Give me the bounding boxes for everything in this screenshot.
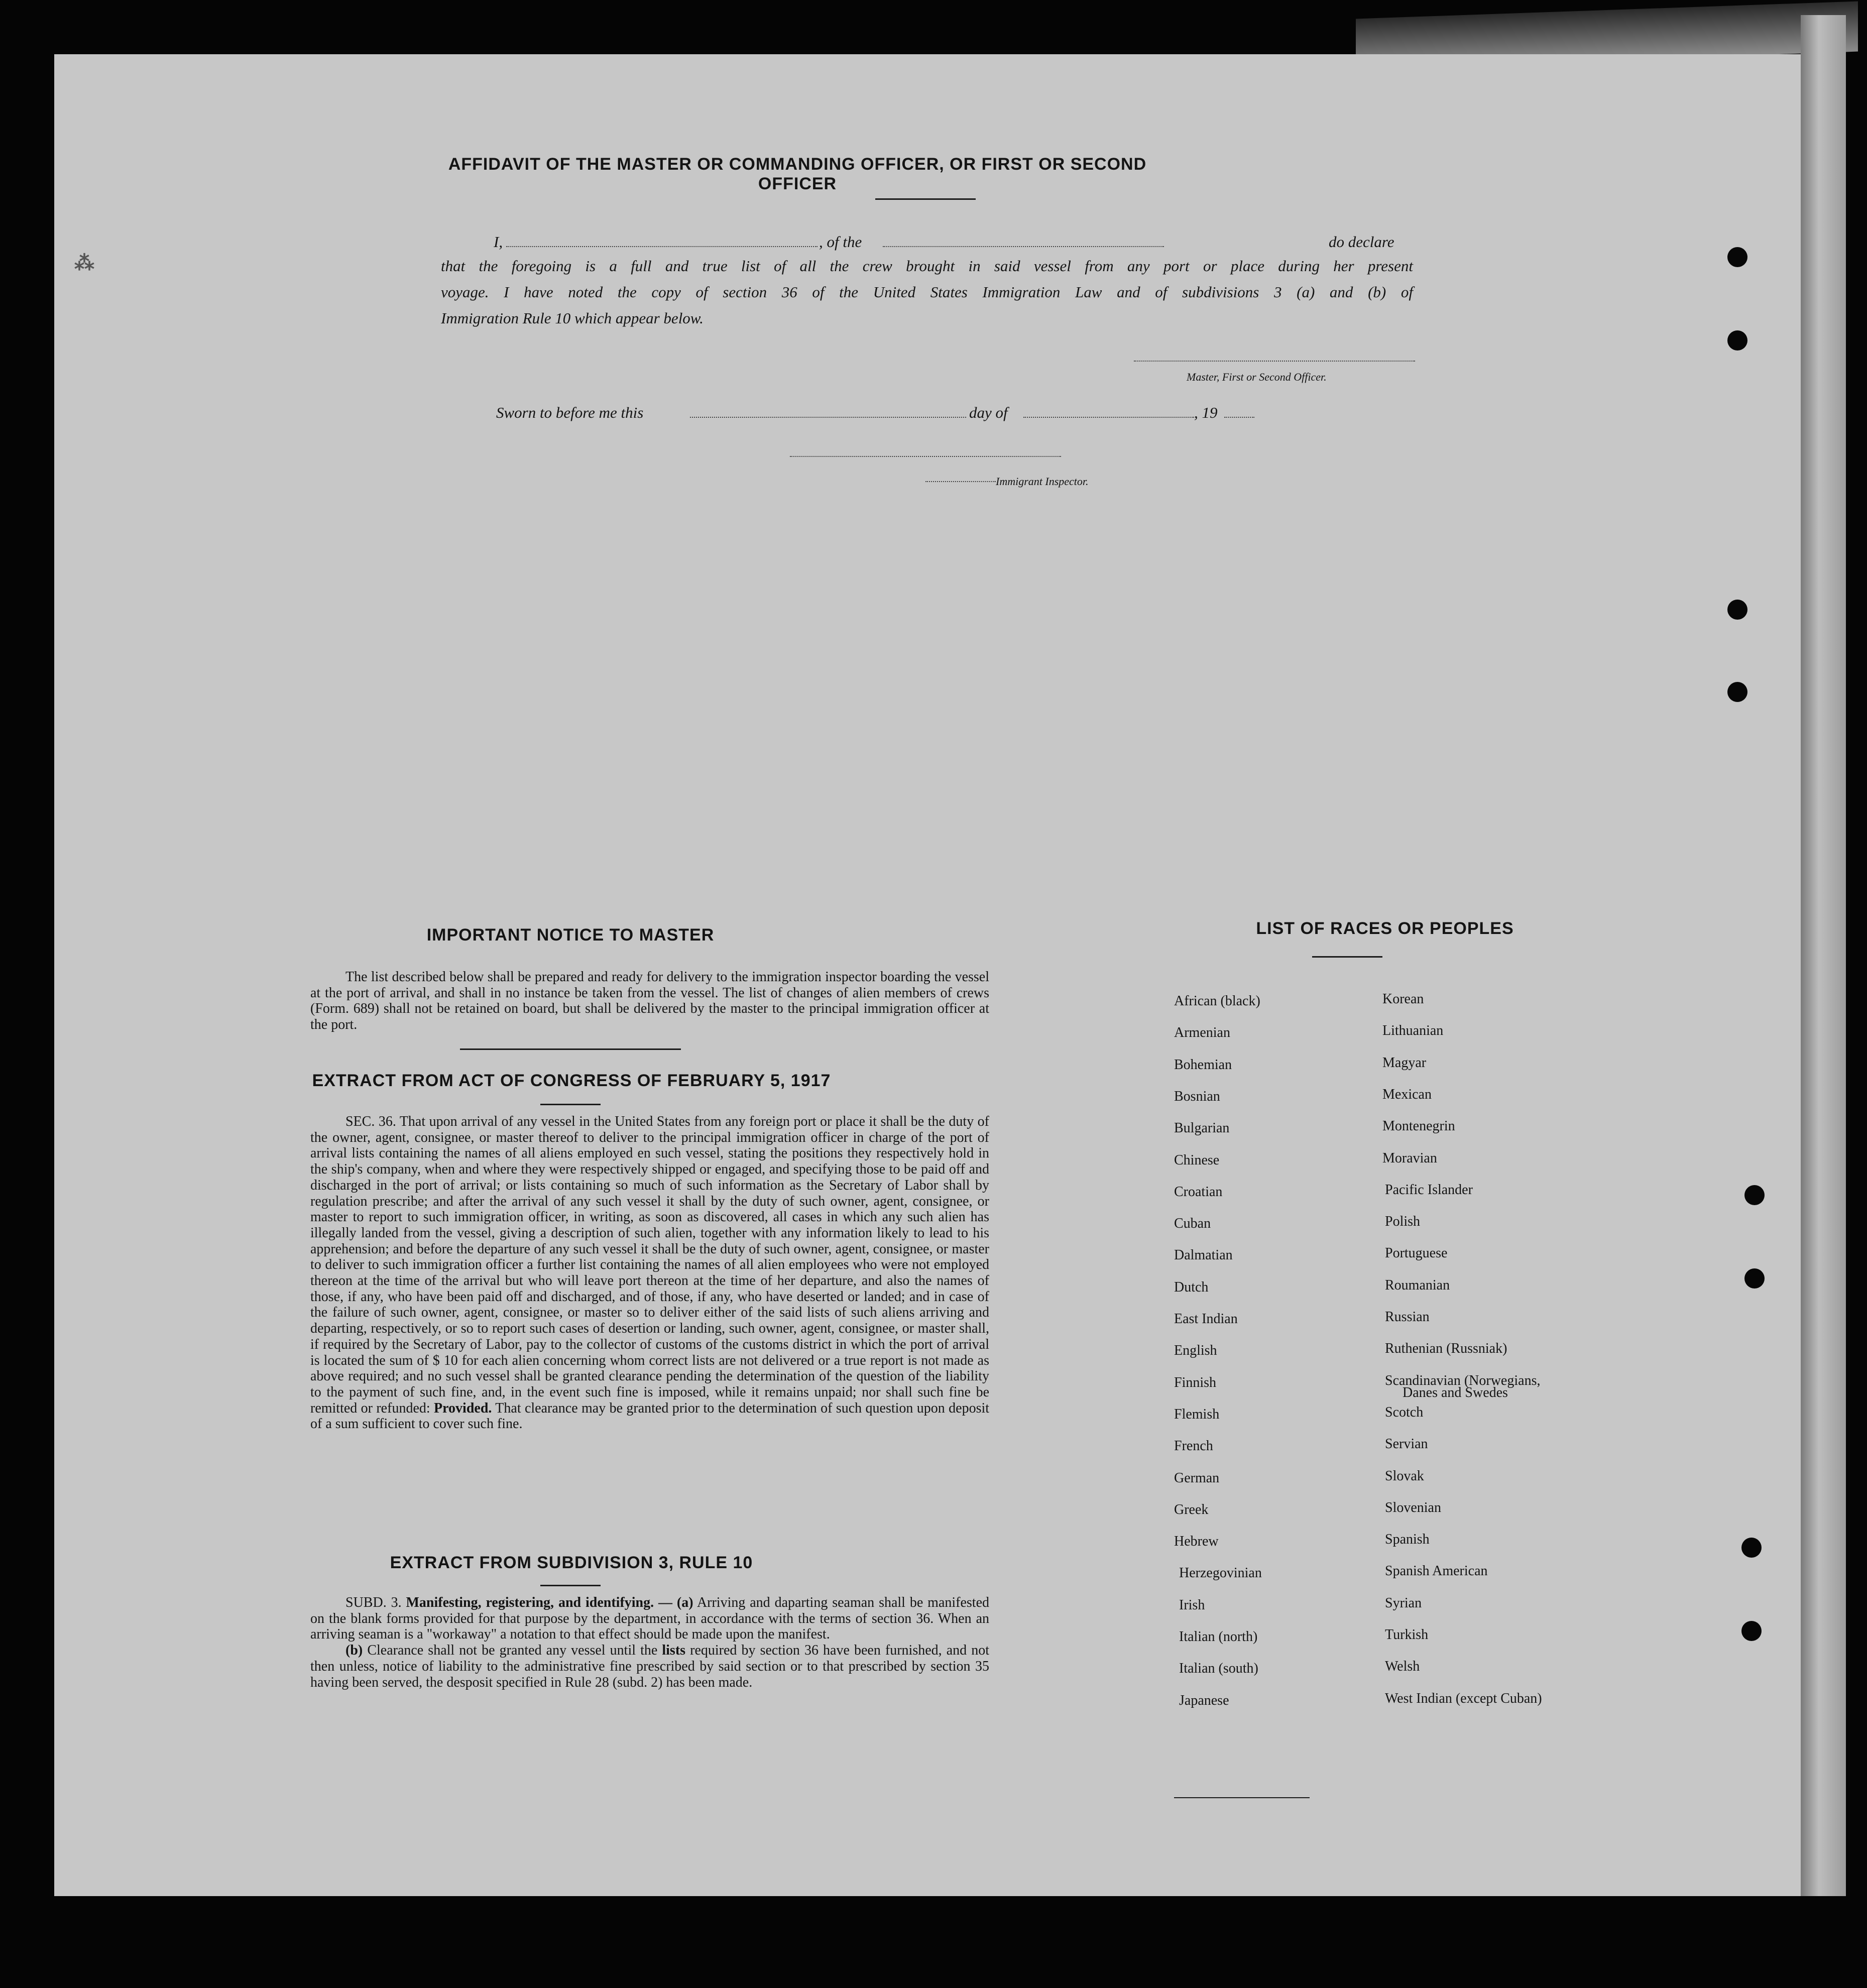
subd-b-label: (b) [345,1643,363,1659]
act-heading-rule [540,1104,601,1105]
sworn-year-line [1224,417,1254,418]
punch-hole [1727,330,1747,350]
races-item: African (black) [1174,993,1260,1009]
declaration-line-4: Immigration Rule 10 which appear below. [441,309,704,327]
races-item: Welsh [1385,1659,1420,1674]
races-item: Flemish [1174,1407,1220,1422]
races-item: Finnish [1174,1375,1217,1390]
act-extract-text [310,1114,989,1432]
races-item: Spanish [1385,1532,1430,1547]
declarant-name-line [506,246,818,247]
inspector-label: Immigrant Inspector. [996,475,1089,488]
races-item: Slovenian [1385,1500,1441,1515]
races-item: Syrian [1385,1595,1422,1611]
races-item: West Indian (except Cuban) [1385,1691,1542,1706]
subd-b-lists: lists [662,1643,686,1659]
rule-heading-rule [540,1585,601,1586]
act-paragraph [310,1114,989,1432]
races-item: Lithuanian [1382,1023,1444,1038]
day-of-label: day of [969,404,1008,421]
races-item: Bosnian [1174,1089,1220,1104]
races-item: English [1174,1343,1217,1358]
master-signature-line [1134,361,1415,362]
races-item: Irish [1179,1597,1205,1613]
races-item: Montenegrin [1382,1118,1455,1134]
vessel-name-line [883,246,1164,247]
of-the-label: , of the [819,233,862,251]
act-extract-heading: EXTRACT FROM ACT OF CONGRESS OF FEBRUARY 5, 1917 [312,1071,831,1090]
races-item: Dutch [1174,1279,1209,1295]
punch-hole [1727,247,1747,267]
races-item: Italian (south) [1179,1661,1258,1676]
bottom-rule [1174,1797,1310,1798]
races-item: Scandinavian (Norwegians, [1385,1373,1541,1388]
races-item: Japanese [1179,1693,1229,1708]
act-body: SEC. 36. That upon arrival of any vessel in the United States from any foreign port or place it shall be the duty of the owner, agent, consignee, or master thereof to deliver to the principal immigration officer in charge of the port of arrival lists containing the names of all aliens employed en such vessel, stating the positions they respectively hold in the ship's company, when and where they were respectively shipped or engaged, and specifying those to be paid off and discharged in the port of arrival; or lists containing so much of such information as the Secretary of Labor shall by regulation prescribe; and after the arrival of any such vessel it shall by the duty of such owner, agent, consignee, or master to report to such immigration officer, in writing, as soon as discovered, all cases in which any such alien has illegally landed from the vessel, giving a description of such alien, together with any information likely to lead to his apprehension; and before the departure of any such vessel it shall be the duty of such owner, agent, consignee, or master to deliver to such immigration officer a further list containing the names of all alien employees who were not employed thereon at the time of the arrival but who will leave port thereon at the time of her departure, and also the names of those, if any, who have been paid off and discharged, and of those, if any, who have deserted or landed; and in case of the failure of such owner, agent, consignee, or master so to deliver either of the said lists of such aliens arriving and departing, respectively, or so to report such cases of desertion or landing, such owner, agent, consignee, or master shall, if required by the Secretary of Labor, pay to the collector of customs of the customs district in which the port of arrival is located the sum of $ 10 for each alien concerning whom correct lists are not delivered or a true report is not made as above required; and no such vessel shall be granted clearance pending the determination of the question of the liability to the payment of such fine, and, in the event such fine is imposed, while it remains unpaid; nor shall such fine be remitted or refunded: [310,1114,989,1416]
document-page [54,54,1801,1896]
races-item: Russian [1385,1309,1430,1325]
punch-hole [1741,1621,1762,1641]
subd-b-text-1: Clearance shall not be granted any vessel until the [367,1643,658,1659]
subd-a-paragraph [310,1595,989,1643]
races-item: Mexican [1382,1087,1432,1102]
heading-rule [875,198,976,200]
provided-label: Provided. [434,1400,492,1416]
races-item: Armenian [1174,1025,1230,1040]
notice-text [310,969,989,1033]
races-item: Slovak [1385,1468,1424,1484]
declaration-i-label: I, [494,233,503,251]
races-item: German [1174,1470,1220,1486]
affidavit-heading: AFFIDAVIT OF THE MASTER OR COMMANDING OFFICER, OR FIRST OR SECOND OFFICER [448,155,1147,193]
races-item: Servian [1385,1436,1428,1452]
races-item: Dalmatian [1174,1247,1233,1263]
punch-hole [1744,1268,1765,1289]
year-prefix-label: , 19 [1194,404,1218,421]
races-item: Turkish [1385,1627,1429,1643]
rule-extract-heading: EXTRACT FROM SUBDIVISION 3, RULE 10 [390,1553,753,1572]
punch-hole [1744,1185,1765,1205]
races-heading: LIST OF RACES OR PEOPLES [1256,919,1514,938]
races-item: Chinese [1174,1152,1220,1168]
subd-b-paragraph [310,1643,989,1690]
races-item: Scotch [1385,1405,1424,1420]
races-item: East Indian [1174,1311,1238,1327]
inspector-signature-line [790,456,1061,457]
races-item-continuation: Danes and Swedes [1403,1385,1508,1400]
races-item: Ruthenian (Russniak) [1385,1341,1507,1356]
races-item: Portuguese [1385,1245,1448,1261]
faint-stamp-mark: ⁂ [74,252,94,274]
punch-hole [1727,682,1747,702]
races-heading-rule [1312,956,1382,958]
races-item: Bohemian [1174,1057,1232,1073]
races-item: Bulgarian [1174,1120,1230,1136]
inspector-signature-line-short [925,481,996,482]
rule-extract-text [310,1595,989,1690]
races-item: Herzegovinian [1179,1565,1262,1581]
master-signature-label: Master, First or Second Officer. [1187,371,1327,383]
races-item: Cuban [1174,1216,1211,1231]
races-item: Roumanian [1385,1277,1450,1293]
races-item: Italian (north) [1179,1629,1258,1645]
page-edge-right [1801,15,1846,1896]
punch-hole [1727,600,1747,620]
punch-hole [1741,1538,1762,1558]
subd-prefix: SUBD. 3. [345,1595,402,1610]
races-item: Korean [1382,991,1424,1007]
declaration-line-3: voyage. I have noted the copy of section 36 of the United States Immigration Law and of subdivisions 3 (a) and (b) of [441,283,1413,301]
races-item: Spanish American [1385,1563,1488,1579]
sworn-day-line [690,417,966,418]
subd-b-text-2: required by section 36 have been furnished, and not then unless, notice of liability to the administrative fine prescribed by said section or to that prescribed by section 35 having been served, the desposit specified in Rule 28 (subd. 2) has been made. [310,1643,990,1690]
notice-paragraph: The list described below shall be prepared and ready for delivery to the immigration inspector boarding the vessel at the port of arrival, and shall in no instance be taken from the vessel. The list of changes of alien members of crews (Form. 689) shall not be retained on board, but shall be delivered by the master to the principal immigration officer at the port. [310,969,989,1033]
declaration-line-2: that the foregoing is a full and true list of all the crew brought in said vessel from any port or place during her present [441,257,1413,275]
notice-rule [460,1048,681,1050]
sworn-month-line [1023,417,1194,418]
act-body-end: That clearance may be granted prior to the determination of such question upon deposit of a sum sufficient to cover such fine. [310,1400,990,1432]
races-item: Magyar [1382,1055,1427,1071]
races-item: Hebrew [1174,1534,1219,1549]
races-item: Moravian [1382,1150,1437,1166]
races-item: Polish [1385,1214,1421,1229]
races-item: Pacific Islander [1385,1182,1473,1198]
races-item: French [1174,1438,1213,1454]
do-declare-label: do declare [1329,233,1394,251]
subd-a-label: — (a) [658,1595,693,1610]
notice-heading: IMPORTANT NOTICE TO MASTER [426,925,715,945]
sworn-label: Sworn to before me this [496,404,644,421]
subd-title: Manifesting, registering, and identifying. [406,1595,654,1610]
races-item: Greek [1174,1502,1209,1517]
subd-a-text: Arriving and daparting seaman shall be manifested on the blank forms provided for that purpose by the department, in accordance with the terms of section 36. When an arriving seaman is a "workaway" a notation to that effect should be made upon the manifest. [310,1595,990,1643]
races-item: Croatian [1174,1184,1223,1200]
